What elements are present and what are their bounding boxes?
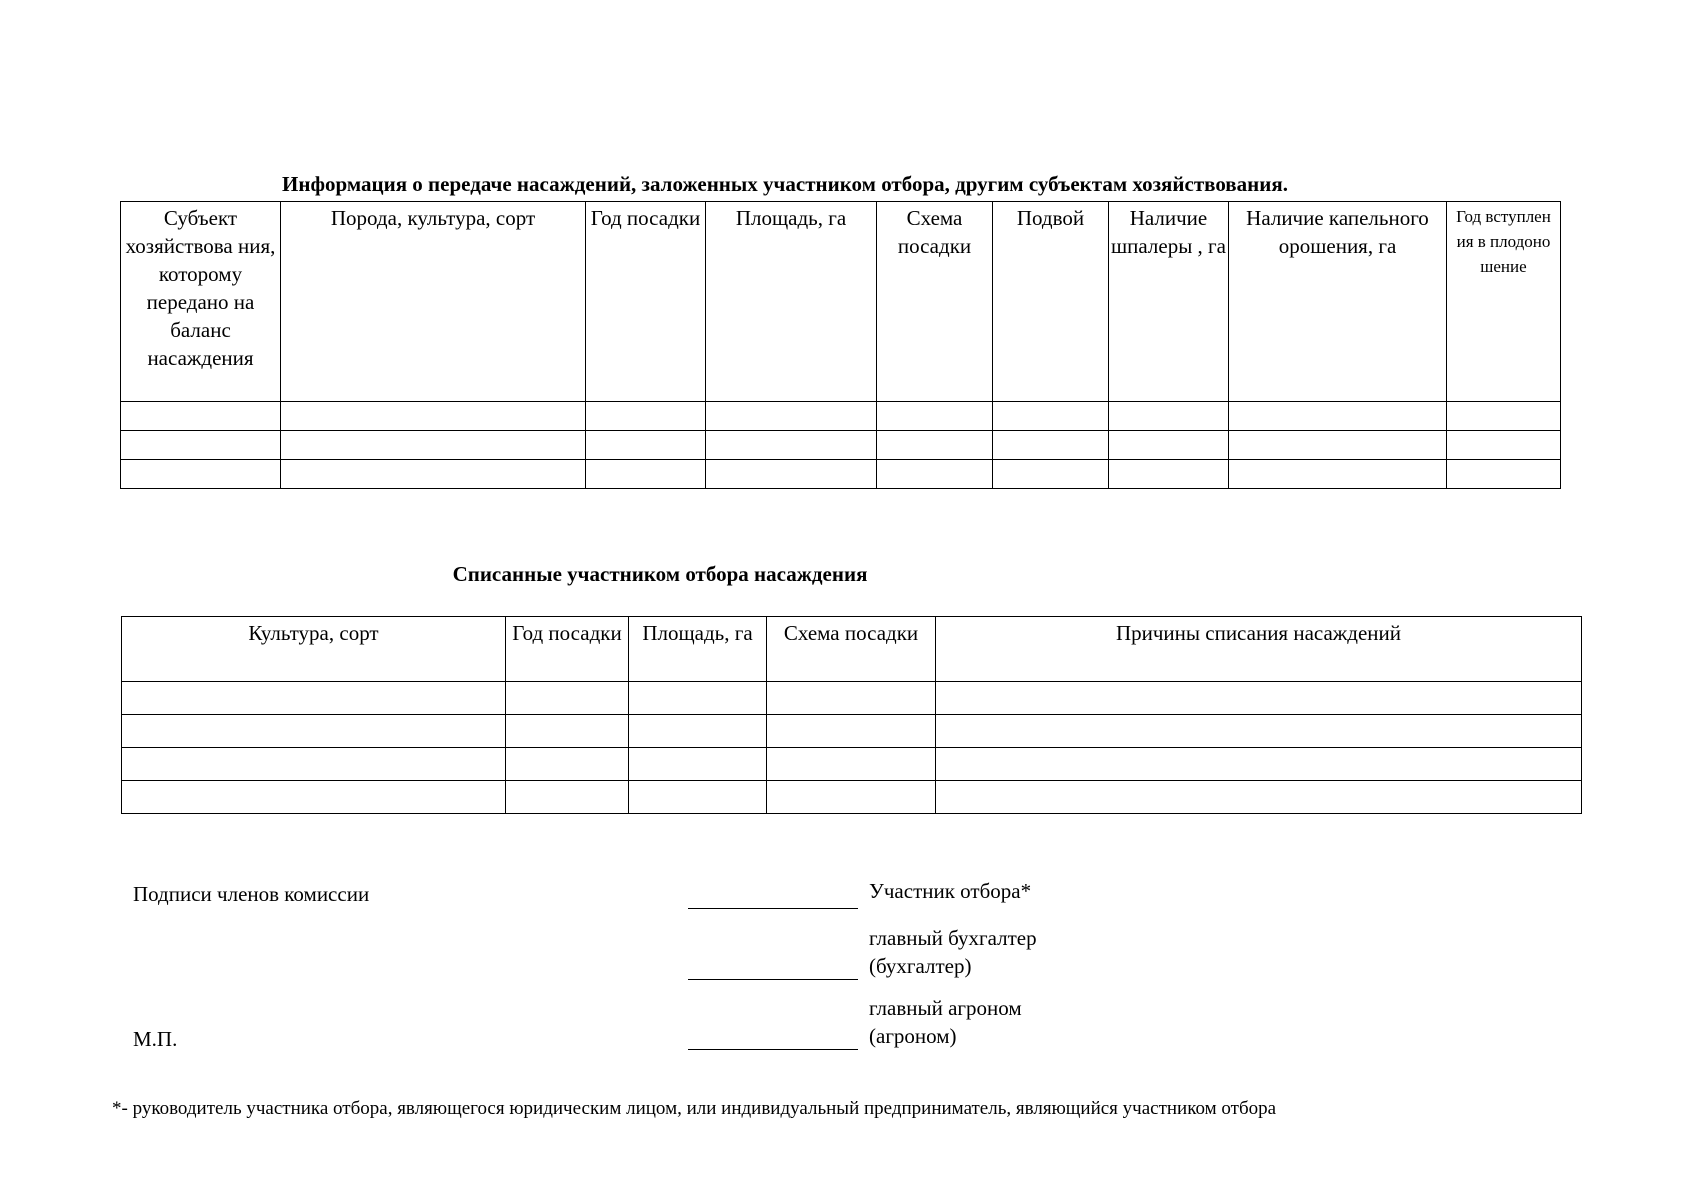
table-cell[interactable] [1229, 460, 1447, 489]
table-cell[interactable] [586, 431, 706, 460]
table-cell[interactable] [281, 402, 586, 431]
table-cell[interactable] [629, 781, 767, 814]
table-cell[interactable] [1229, 402, 1447, 431]
table1-title: Информация о передаче насаждений, заложенных участником отбора, другим субъектам хозяйствования. [282, 172, 1288, 196]
col-header-planting-year: Год посадки [506, 617, 629, 682]
table-cell[interactable] [281, 460, 586, 489]
table-cell[interactable] [121, 431, 281, 460]
col-header-breed: Порода, культура, сорт [281, 202, 586, 402]
table-row [122, 682, 1582, 715]
col-header-culture: Культура, сорт [122, 617, 506, 682]
col-header-area: Площадь, га [706, 202, 877, 402]
table-cell[interactable] [629, 682, 767, 715]
agronomist-signature-line[interactable] [688, 1049, 858, 1050]
table-row [122, 748, 1582, 781]
transfer-table [120, 201, 1561, 489]
table-cell[interactable] [706, 431, 877, 460]
table-row [122, 715, 1582, 748]
table-cell[interactable] [706, 460, 877, 489]
table-cell[interactable] [586, 460, 706, 489]
table-cell[interactable] [586, 402, 706, 431]
col-header-planting-scheme: Схема посадки [877, 202, 993, 402]
table-cell[interactable] [122, 682, 506, 715]
table-cell[interactable] [506, 715, 629, 748]
table-cell[interactable] [629, 748, 767, 781]
table-cell[interactable] [767, 781, 936, 814]
col-header-fruiting-year: Год вступлен ия в плодоно шение [1447, 202, 1561, 402]
written-off-table [121, 616, 1582, 814]
table-cell[interactable] [1109, 402, 1229, 431]
participant-label: Участник отбора* [869, 879, 1032, 903]
table2-header-row [122, 617, 1582, 682]
col-header-subject: Субъект хозяйствова ния, которому передано на баланс насаждения [121, 202, 281, 402]
col-header-trellis: Наличие шпалеры , га [1109, 202, 1229, 402]
table-row [121, 402, 1561, 431]
table-cell[interactable] [706, 402, 877, 431]
table-cell[interactable] [506, 781, 629, 814]
accountant-signature-line[interactable] [688, 979, 858, 980]
table-row [121, 431, 1561, 460]
col-header-area: Площадь, га [629, 617, 767, 682]
table-cell[interactable] [122, 781, 506, 814]
table-row [121, 460, 1561, 489]
table1-header-row [121, 202, 1561, 402]
table-cell[interactable] [877, 431, 993, 460]
table-cell[interactable] [767, 748, 936, 781]
table-cell[interactable] [936, 748, 1582, 781]
table-cell[interactable] [122, 715, 506, 748]
table-cell[interactable] [936, 682, 1582, 715]
footnote: *- руководитель участника отбора, являющегося юридическим лицом, или индивидуальный предприниматель, являющийся участником отбора [112, 1098, 1277, 1119]
table-cell[interactable] [281, 431, 586, 460]
table-cell[interactable] [1447, 460, 1561, 489]
table-cell[interactable] [877, 402, 993, 431]
table-cell[interactable] [767, 715, 936, 748]
commission-signatures-label: Подписи членов комиссии [133, 882, 370, 906]
col-header-rootstock: Подвой [993, 202, 1109, 402]
table-cell[interactable] [1109, 431, 1229, 460]
table-cell[interactable] [1447, 431, 1561, 460]
table-cell[interactable] [877, 460, 993, 489]
table-cell[interactable] [506, 748, 629, 781]
accountant-label: главный бухгалтер (бухгалтер) [869, 926, 1037, 978]
col-header-writeoff-reasons: Причины списания насаждений [936, 617, 1582, 682]
col-header-drip-irrigation: Наличие капельного орошения, га [1229, 202, 1447, 402]
table-cell[interactable] [1447, 402, 1561, 431]
participant-signature-line[interactable] [688, 908, 858, 909]
table-cell[interactable] [993, 460, 1109, 489]
table-cell[interactable] [121, 402, 281, 431]
table-cell[interactable] [936, 781, 1582, 814]
col-header-planting-year: Год посадки [586, 202, 706, 402]
table-cell[interactable] [936, 715, 1582, 748]
table-cell[interactable] [1229, 431, 1447, 460]
table-row [122, 781, 1582, 814]
table-cell[interactable] [1109, 460, 1229, 489]
table-cell[interactable] [993, 431, 1109, 460]
agronomist-label: главный агроном (агроном) [869, 996, 1022, 1048]
table-cell[interactable] [767, 682, 936, 715]
stamp-label: М.П. [133, 1027, 178, 1051]
table-cell[interactable] [993, 402, 1109, 431]
table2-title: Списанные участником отбора насаждения [452, 562, 868, 586]
col-header-planting-scheme: Схема посадки [767, 617, 936, 682]
table-cell[interactable] [121, 460, 281, 489]
table-cell[interactable] [506, 682, 629, 715]
table-cell[interactable] [629, 715, 767, 748]
table-cell[interactable] [122, 748, 506, 781]
